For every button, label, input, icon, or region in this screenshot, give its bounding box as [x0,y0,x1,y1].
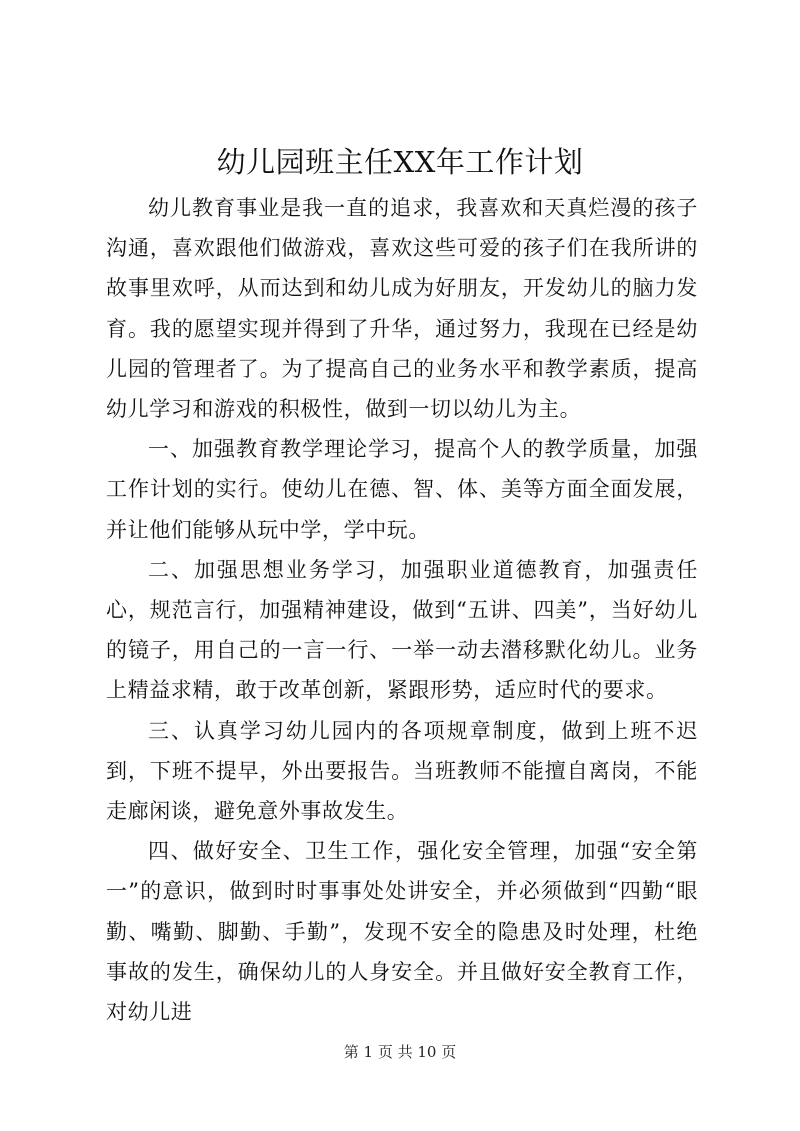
paragraph-intro: 幼儿教育事业是我一直的追求，我喜欢和天真烂漫的孩子沟通，喜欢跟他们做游戏，喜欢这些可爱的孩子们在我所讲的故事里欢呼，从而达到和幼儿成为好朋友，开发幼儿的脑力发育。我的愿望实现并得到了升华，通过努力，我现在已经是幼儿园的管理者了。为了提高自己的业务水平和教学素质，提高幼儿学习和游戏的积极性，做到一切以幼儿为主。 [106,196,698,422]
paragraph-item-1: 一、加强教育教学理论学习，提高个人的教学质量，加强工作计划的实行。使幼儿在德、智、体、美等方面全面发展，并让他们能够从玩中学，学中玩。 [106,437,698,542]
paragraph-item-4: 四、做好安全、卫生工作，强化安全管理，加强“安全第一”的意识，做到时时事事处处讲安全，并必须做到“四勤“眼勤、嘴勤、脚勤、手勤”，发现不安全的隐患及时处理，杜绝事故的发生，确保幼儿的人身安全。并且做好安全教育工作，对幼儿进 [106,839,698,1025]
page-number-footer: 第 1 页 共 10 页 [343,1043,457,1061]
paragraph-item-3: 三、认真学习幼儿园内的各项规章制度，做到上班不迟到，下班不提早，外出要报告。当班教师不能擅自离岗，不能走廊闲谈，避免意外事故发生。 [106,718,698,824]
document-title: 幼儿园班主任XX年工作计划 [216,145,584,179]
document-body [106,188,698,1032]
paragraph-item-2: 二、加强思想业务学习，加强职业道德教育，加强责任心，规范言行，加强精神建设，做到“五讲、四美”，当好幼儿的镜子，用自己的一言一行、一举一动去潜移默化幼儿。业务上精益求精，敢于改革创新，紧跟形势，适应时代的要求。 [106,557,698,703]
